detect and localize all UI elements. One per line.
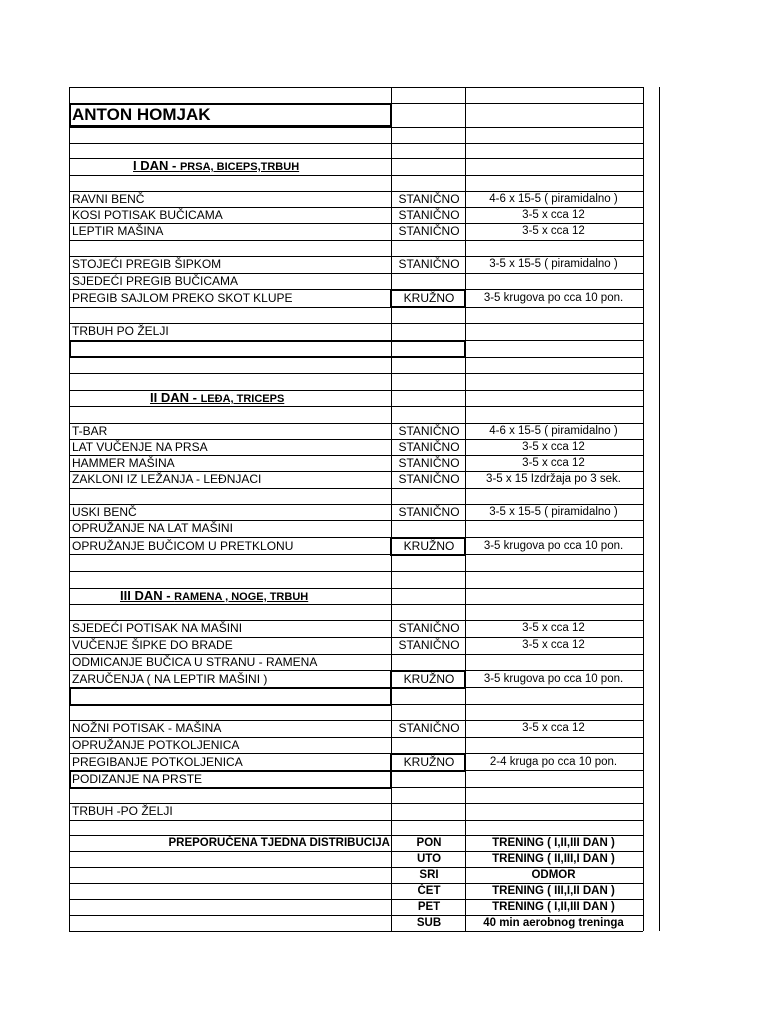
- distribution-day: SUB: [416, 917, 442, 929]
- exercise-sets: 3-5 x 15-5 ( piramidalno ): [489, 258, 618, 270]
- list-item: PREGIBANJE POTKOLJENICA: [72, 755, 243, 769]
- exercise-type: STANIČNO: [398, 638, 460, 652]
- exercise-sets: 4-6 x 15-5 ( piramidalno ): [489, 193, 618, 205]
- list-item: TRBUH -PO ŽELJI: [72, 804, 173, 818]
- list-item: ODMICANJE BUČICA U STRANU - RAMENA: [72, 655, 318, 669]
- grid-line: [69, 554, 643, 555]
- list-item: LEPTIR MAŠINA: [72, 224, 164, 238]
- grid-line: [69, 143, 643, 144]
- list-item: LAT VUČENJE NA PRSA: [72, 440, 208, 454]
- exercise-type: STANIČNO: [398, 621, 460, 635]
- exercise-sets: 3-5 x cca 12: [522, 622, 585, 634]
- list-item: NOŽNI POTISAK - MAŠINA: [72, 721, 222, 735]
- list-item: SJEDEĆI PREGIB BUČICAMA: [72, 274, 239, 288]
- list-item: OPRUŽANJE BUČICOM U PRETKLONU: [72, 539, 294, 553]
- list-item: ZAKLONI IZ LEŽANJA - LEĐNJACI: [72, 472, 262, 486]
- exercise-type: KRUŽNO: [403, 291, 455, 305]
- exercise-sets: 3-5 krugova po cca 10 pon.: [483, 673, 624, 685]
- grid-line: [643, 87, 644, 931]
- day-2-title: II DAN - LEĐA, TRICEPS: [150, 390, 285, 405]
- grid-line: [69, 604, 643, 605]
- exercise-type: STANIČNO: [398, 208, 460, 222]
- grid-line: [69, 307, 643, 308]
- list-item: PREGIB SAJLOM PREKO SKOT KLUPE: [72, 291, 293, 305]
- exercise-type: STANIČNO: [398, 472, 460, 486]
- distribution-day: SRI: [419, 869, 439, 881]
- distribution-day: PET: [417, 901, 441, 913]
- exercise-sets: 3-5 x 15-5 ( piramidalno ): [489, 506, 618, 518]
- grid-line: [465, 87, 466, 931]
- list-item: SJEDEĆI POTISAK NA MAŠINI: [72, 621, 243, 635]
- list-item: OPRUŽANJE NA LAT MAŠINI: [72, 521, 233, 535]
- grid-line: [69, 87, 70, 931]
- distribution-plan: 40 min aerobnog treninga: [483, 917, 624, 929]
- list-item: OPRUŽANJE POTKOLJENICA: [72, 738, 240, 752]
- exercise-type: KRUŽNO: [403, 672, 455, 686]
- grid-line: [69, 488, 643, 489]
- exercise-type: STANIČNO: [398, 257, 460, 271]
- exercise-type: STANIČNO: [398, 192, 460, 206]
- grid-line: [69, 373, 643, 374]
- grid-line: [69, 127, 643, 128]
- list-item: STOJEĆI PREGIB ŠIPKOM: [72, 257, 222, 271]
- exercise-type: STANIČNO: [398, 424, 460, 438]
- exercise-sets: 3-5 x cca 12: [522, 209, 585, 221]
- grid-line: [69, 571, 643, 572]
- exercise-sets: 4-6 x 15-5 ( piramidalno ): [489, 425, 618, 437]
- exercise-sets: 3-5 x cca 12: [522, 441, 585, 453]
- exercise-type: STANIČNO: [398, 505, 460, 519]
- day-1-title: I DAN - PRSA, BICEPS,TRBUH: [133, 158, 300, 173]
- distribution-day: UTO: [416, 853, 442, 865]
- exercise-sets: 2-4 kruga po cca 10 pon.: [489, 756, 618, 768]
- grid-line: [391, 87, 392, 931]
- day-3-title: III DAN - RAMENA , NOGE, TRBUH: [120, 588, 309, 603]
- distribution-day: PON: [416, 837, 442, 849]
- exercise-sets: 3-5 x cca 12: [522, 225, 585, 237]
- distribution-plan: ODMOR: [531, 869, 576, 881]
- distribution-plan: TRENING ( II,III,I DAN ): [492, 853, 615, 865]
- distribution-day: ČET: [417, 885, 441, 897]
- exercise-type: KRUŽNO: [403, 539, 455, 553]
- distribution-plan: TRENING ( I,II,III DAN ): [492, 901, 615, 913]
- list-item: RAVNI BENČ: [72, 192, 145, 206]
- distribution-label: PREPORUČENA TJEDNA DISTRIBUCIJA: [168, 837, 390, 849]
- grid-line: [69, 87, 643, 88]
- exercise-sets: 3-5 krugova po cca 10 pon.: [483, 292, 624, 304]
- list-item: KOSI POTISAK BUČICAMA: [72, 208, 223, 222]
- list-item: VUČENJE ŠIPKE DO BRADE: [72, 638, 233, 652]
- exercise-type: STANIČNO: [398, 721, 460, 735]
- list-item: TRBUH PO ŽELJI: [72, 324, 169, 338]
- list-item: ZARUČENJA ( NA LEPTIR MAŠINI ): [72, 672, 268, 686]
- athlete-name: ANTON HOMJAK: [72, 105, 211, 124]
- list-item: PODIZANJE NA PRSTE: [72, 772, 203, 786]
- list-item: USKI BENČ: [72, 505, 137, 519]
- distribution-plan: TRENING ( III,I,II DAN ): [492, 885, 615, 897]
- grid-line: [659, 87, 660, 931]
- grid-line: [69, 820, 643, 821]
- exercise-sets: 3-5 x cca 12: [522, 457, 585, 469]
- list-item: HAMMER MAŠINA: [72, 456, 175, 470]
- exercise-type: STANIČNO: [398, 456, 460, 470]
- grid-line: [69, 240, 643, 241]
- circuit-box-1: [69, 340, 466, 358]
- exercise-type: KRUŽNO: [403, 755, 455, 769]
- grid-line: [69, 175, 643, 176]
- distribution-plan: TRENING ( I,II,III DAN ): [492, 837, 615, 849]
- exercise-type: STANIČNO: [398, 224, 460, 238]
- grid-line: [69, 406, 643, 407]
- exercise-sets: 3-5 krugova po cca 10 pon.: [483, 540, 624, 552]
- exercise-sets: 3-5 x 15 Izdržaja po 3 sek.: [486, 473, 621, 485]
- exercise-sets: 3-5 x cca 12: [522, 722, 585, 734]
- exercise-sets: 3-5 x cca 12: [522, 639, 585, 651]
- list-item: T-BAR: [72, 424, 108, 438]
- grid-line: [69, 931, 643, 932]
- exercise-type: STANIČNO: [398, 440, 460, 454]
- circuit-box-3: [69, 687, 392, 706]
